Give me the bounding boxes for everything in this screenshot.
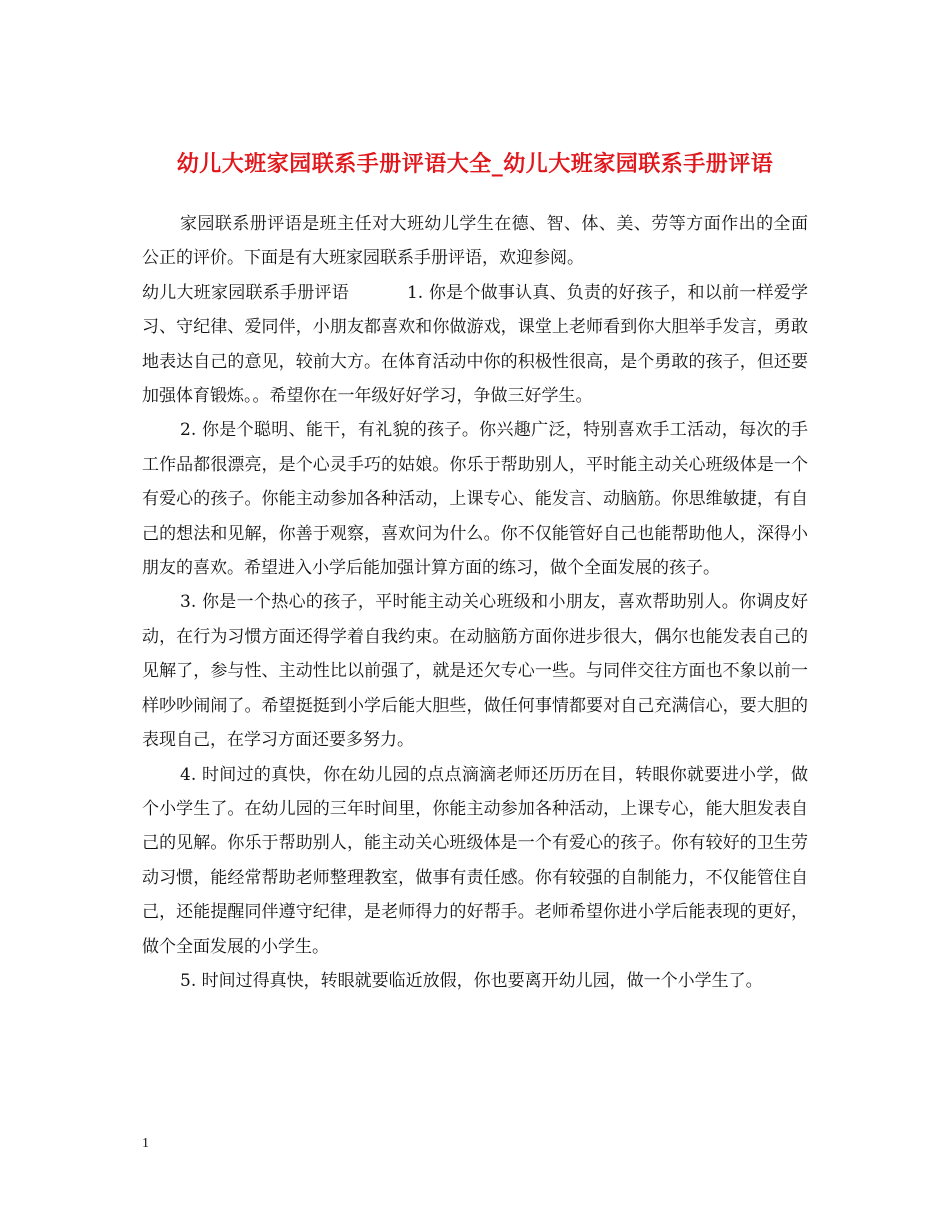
page-number: 1 bbox=[142, 1136, 149, 1151]
section-heading: 幼儿大班家园联系手册评语 bbox=[142, 282, 349, 303]
document-title: 幼儿大班家园联系手册评语大全_幼儿大班家园联系手册评语 bbox=[176, 150, 774, 177]
comment-4: 4. 时间过的真快，你在幼儿园的点点滴滴老师还历历在目，转眼你就要进小学，做个小学生了。在幼儿园的三年时间里，你能主动参加各种活动，上课专心，能大胆发表自己的见解。你乐于帮助别人，能主动关心班级体是一个有爱心的孩子。你有较好的卫生劳动习惯，能经常帮助老师整理教室，做事有责任感。你有较强的自制能力，不仅能管住自己，还能提醒同伴遵守纪律，是老师得力的好帮手。老师希望你进小学后能表现的更好，做个全面发展的小学生。 bbox=[142, 764, 808, 957]
intro-paragraph: 家园联系册评语是班主任对大班幼儿学生在德、智、体、美、劳等方面作出的全面公正的评价。下面是有大班家园联系手册评语，欢迎参阅。 bbox=[142, 214, 808, 269]
comment-2: 2. 你是个聪明、能干，有礼貌的孩子。你兴趣广泛，特别喜欢手工活动，每次的手工作品都很漂亮，是个心灵手巧的姑娘。你乐于帮助别人，平时能主动关心班级体是一个有爱心的孩子。你能主动参加各种活动，上课专心、能发言、动脑筋。你思维敏捷，有自己的想法和见解，你善于观察，喜欢问为什么。你不仅能管好自己也能帮助他人，深得小朋友的喜欢。希望进入小学后能加强计算方面的练习，做个全面发展的孩子。 bbox=[142, 420, 808, 579]
comment-paragraph-1 bbox=[142, 276, 808, 414]
comment-3: 3. 你是一个热心的孩子，平时能主动关心班级和小朋友，喜欢帮助别人。你调皮好动，在行为习惯方面还得学着自我约束。在动脑筋方面你进步很大，偶尔也能发表自己的见解了，参与性、主动性比以前强了，就是还欠专心一些。与同伴交往方面也不象以前一样吵吵闹闹了。希望挺挺到小学后能大胆些，做任何事情都要对自己充满信心，要大胆的表现自己，在学习方面还要多努力。 bbox=[142, 592, 808, 751]
comment-5: 5. 时间过得真快，转眼就要临近放假，你也要离开幼儿园，做一个小学生了。 bbox=[180, 970, 763, 991]
comment-1: 1. 你是个做事认真、负责的好孩子，和以前一样爱学习、守纪律、爱同伴，小朋友都喜欢和你做游戏，课堂上老师看到你大胆举手发言，勇敢地表达自己的意见，较前大方。在体育活动中你的积极性很高，是个勇敢的孩子，但还要加强体育锻炼。。希望你在一年级好好学习，争做三好学生。 bbox=[142, 282, 809, 407]
document-body bbox=[142, 207, 808, 998]
